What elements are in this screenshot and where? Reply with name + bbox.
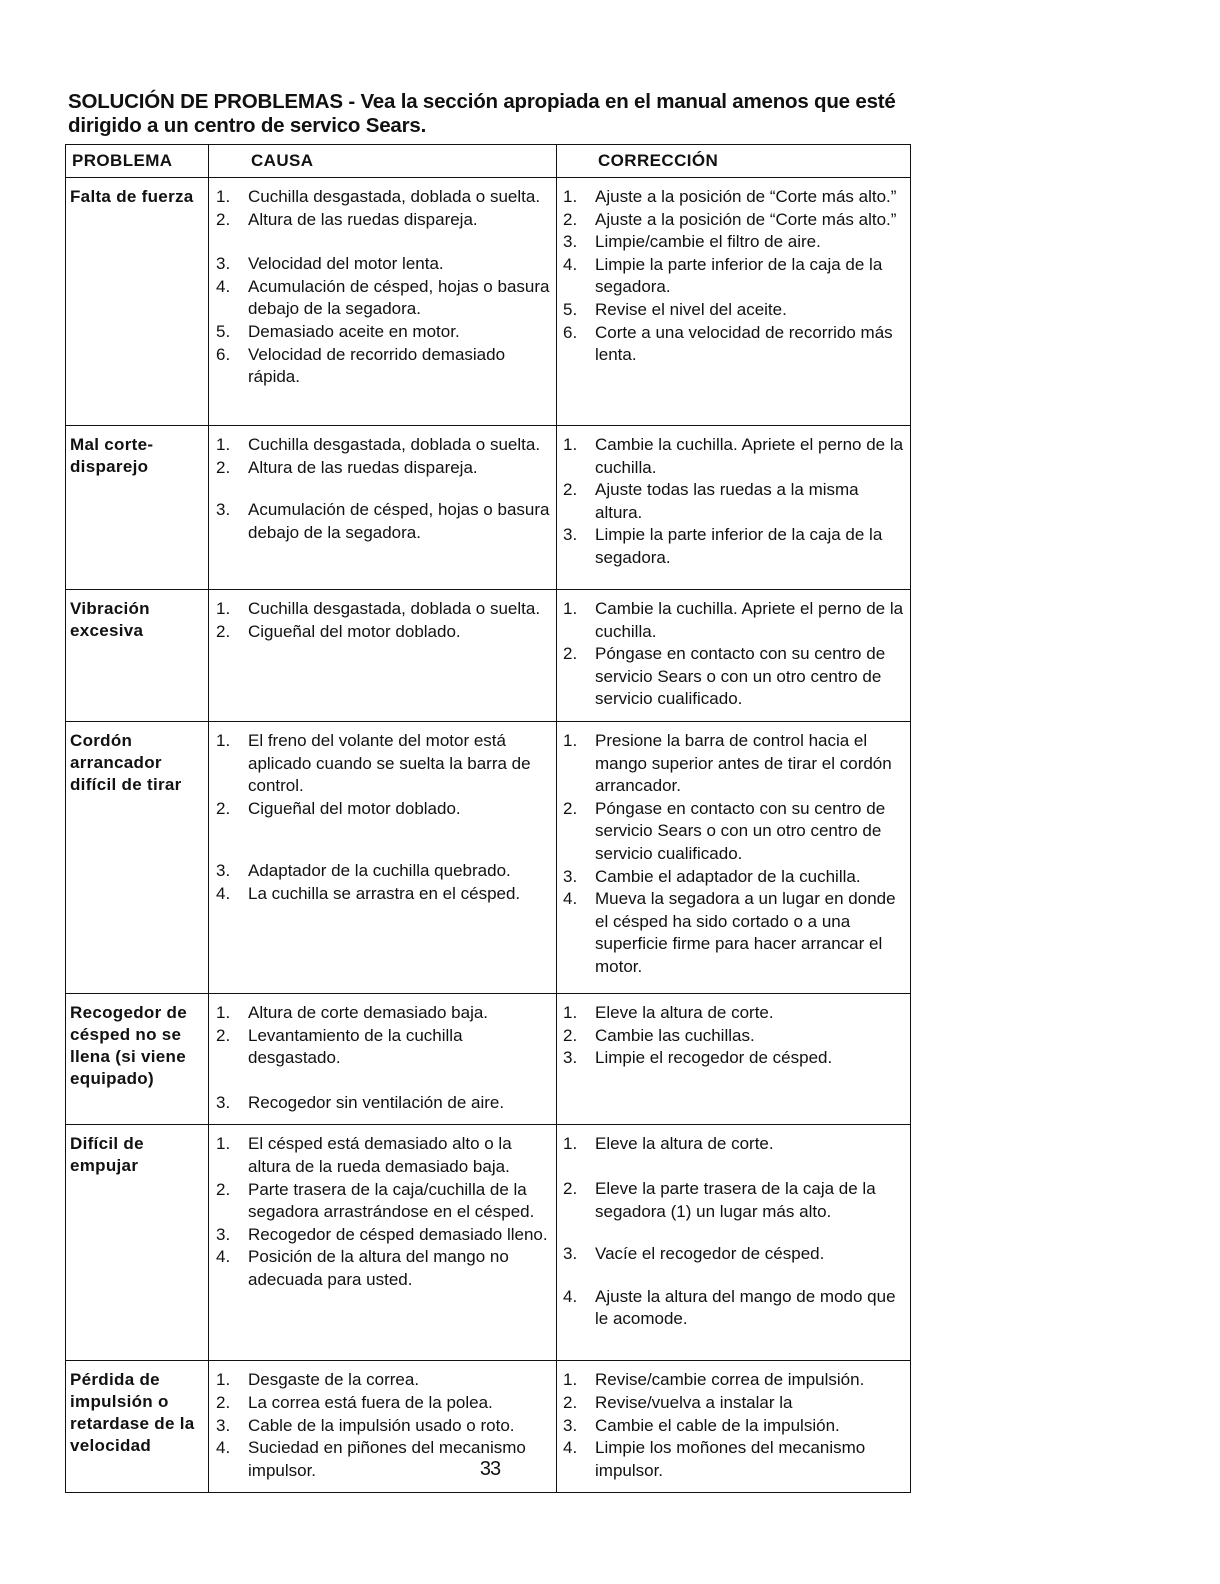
item-text: Ajuste a la posición de “Corte más alto.” [595, 187, 897, 206]
cause-cell [209, 590, 557, 722]
page-title: SOLUCIÓN DE PROBLEMAS - Vea la sección apropiada en el manual amenos que esté dirigido a un centro de servico Sears. [68, 90, 896, 137]
item-text: Revise/vuelva a instalar la [595, 1392, 793, 1412]
list-item [563, 1286, 906, 1331]
list-item [216, 457, 552, 480]
list-item [563, 209, 906, 232]
item-text: La cuchilla se arrastra en el césped. [248, 883, 521, 903]
item-text: Corte a una velocidad de recorrido más lenta. [595, 322, 893, 365]
item-text: La correa está fuera de la polea. [248, 1392, 493, 1412]
item-text: Velocidad de recorrido demasiado rápida. [248, 344, 506, 387]
item-text: El césped está demasiado alto o la altura de la rueda demasiado baja. [248, 1134, 512, 1176]
item-number: 3. [216, 1415, 231, 1435]
item-text: Recogedor de césped demasiado lleno. [248, 1224, 548, 1244]
item-number: 1. [216, 599, 231, 618]
item-text: El freno del volante del motor está aplicado cuando se suelta la barra de control. [248, 731, 531, 796]
list-item [563, 643, 906, 711]
item-number: 3. [216, 1224, 231, 1244]
list-item [563, 798, 906, 866]
correccion-list [563, 1002, 906, 1070]
list-item [216, 1002, 552, 1025]
item-text: Ajuste todas las ruedas a la misma altura. [595, 480, 859, 522]
item-number: 1. [563, 599, 578, 618]
list-item [216, 798, 552, 821]
item-text: Acumulación de césped, hojas o basura debajo de la segadora. [248, 500, 550, 542]
table-row [66, 1125, 911, 1361]
item-text: Limpie la parte inferior de la caja de la segadora. [595, 525, 883, 567]
correction-cell [557, 1125, 911, 1361]
list-item [216, 883, 552, 906]
item-number: 2. [563, 209, 578, 229]
item-text: Recogedor sin ventilación de aire. [248, 1092, 505, 1112]
item-number: 1. [216, 1370, 231, 1390]
list-item [216, 621, 552, 644]
item-text: Limpie/cambie el filtro de aire. [595, 232, 821, 252]
item-number: 1. [216, 187, 231, 206]
causa-list [216, 598, 552, 643]
list-item [216, 730, 552, 798]
item-number: 2. [216, 209, 231, 229]
item-number: 1. [563, 731, 578, 750]
item-number: 4. [563, 1438, 578, 1458]
item-text: Cuchilla desgastada, doblada o suelta. [248, 435, 541, 454]
list-item [563, 1437, 906, 1482]
item-text: Limpie el recogedor de césped. [595, 1048, 833, 1068]
causa-list [216, 1002, 552, 1114]
item-text: Ajuste la altura del mango de modo que le acomode. [595, 1286, 896, 1329]
list-item [216, 1415, 552, 1438]
list-item [563, 254, 906, 299]
item-number: 2. [216, 1392, 231, 1412]
list-item [563, 1392, 906, 1415]
item-number: 3. [563, 1244, 578, 1264]
list-item [216, 1179, 552, 1224]
list-item [563, 231, 906, 254]
item-text: Parte trasera de la caja/cuchilla de la segadora arrastrándose en el césped. [248, 1179, 535, 1222]
item-number: 5. [563, 299, 578, 319]
item-text: Póngase en contacto con su centro de servicio Sears o con un otro centro de servicio cualificado. [595, 644, 886, 709]
item-number: 3. [563, 1415, 578, 1435]
item-text: Cambie las cuchillas. [595, 1025, 755, 1045]
list-item [216, 253, 552, 276]
header-correccion: CORRECCIÓN [557, 145, 911, 178]
item-number: 1. [216, 435, 231, 454]
problem-cell: Falta de fuerza [66, 178, 209, 426]
list-item [216, 434, 552, 457]
item-number: 2. [216, 1179, 231, 1199]
item-text: Cuchilla desgastada, doblada o suelta. [248, 187, 541, 206]
item-text: Cigueñal del motor doblado. [248, 621, 461, 641]
list-item [216, 1369, 552, 1392]
correccion-list [563, 434, 906, 570]
cause-cell [209, 994, 557, 1125]
item-number: 2. [563, 644, 578, 664]
item-number: 4. [563, 1286, 578, 1306]
list-item [216, 1224, 552, 1247]
list-item [563, 1415, 906, 1438]
item-number: 2. [563, 798, 578, 818]
problem-cell: Pérdida de impulsión o retardase de la velocidad [66, 1361, 209, 1493]
item-number: 4. [563, 889, 578, 909]
item-number: 4. [216, 1438, 231, 1458]
item-text: Adaptador de la cuchilla quebrado. [248, 861, 511, 881]
item-text: Eleve la parte trasera de la caja de la segadora (1) un lugar más alto. [595, 1178, 876, 1221]
item-number: 3. [563, 525, 578, 545]
correction-cell [557, 1361, 911, 1493]
item-text: Ajuste a la posición de “Corte más alto.” [595, 209, 897, 229]
item-text: Cigueñal del motor doblado. [248, 798, 461, 818]
item-number: 2. [216, 621, 231, 641]
list-item [563, 186, 906, 209]
causa-list [216, 1133, 552, 1291]
correccion-list [563, 186, 906, 367]
item-number: 4. [563, 254, 578, 274]
causa-list [216, 186, 552, 389]
correccion-list [563, 1133, 906, 1331]
table-row [66, 178, 911, 426]
header-causa: CAUSA [209, 145, 557, 178]
item-number: 1. [216, 1134, 231, 1154]
table-row [66, 590, 911, 722]
list-item [563, 299, 906, 322]
item-number: 1. [563, 1134, 578, 1154]
item-text: Altura de corte demasiado baja. [248, 1003, 489, 1022]
item-text: Cable de la impulsión usado o roto. [248, 1415, 515, 1435]
item-number: 3. [216, 861, 231, 881]
item-text: Cambie el adaptador de la cuchilla. [595, 866, 861, 886]
troubleshooting-table [65, 144, 911, 1493]
item-text: Levantamiento de la cuchilla desgastado. [248, 1025, 463, 1068]
item-number: 3. [216, 254, 231, 274]
item-number: 2. [563, 1178, 578, 1198]
correccion-list [563, 598, 906, 711]
item-number: 1. [563, 187, 578, 206]
item-text: Suciedad en piñones del mecanismo impulsor. [248, 1438, 526, 1480]
list-item [216, 321, 552, 344]
list-item [216, 276, 552, 321]
item-number: 2. [563, 480, 578, 500]
item-text: Altura de las ruedas dispareja. [248, 209, 478, 229]
list-item [216, 499, 552, 544]
problem-cell: Vibración excesiva [66, 590, 209, 722]
item-number: 3. [563, 232, 578, 252]
item-number: 6. [216, 344, 231, 364]
list-item [563, 1133, 906, 1156]
list-item [216, 860, 552, 883]
item-text: Altura de las ruedas dispareja. [248, 457, 478, 477]
item-text: Demasiado aceite en motor. [248, 321, 460, 341]
correccion-list [563, 1369, 906, 1482]
item-number: 1. [216, 731, 231, 750]
table-header-row [66, 145, 911, 178]
item-text: Vacíe el recogedor de césped. [595, 1244, 825, 1264]
item-number: 2. [216, 457, 231, 477]
item-text: Eleve la altura de corte. [595, 1134, 774, 1154]
item-text: Cambie el cable de la impulsión. [595, 1415, 840, 1435]
causa-list [216, 730, 552, 906]
correction-cell [557, 590, 911, 722]
problem-cell: Difícil de empujar [66, 1125, 209, 1361]
item-text: Limpie la parte inferior de la caja de la segadora. [595, 254, 883, 297]
item-text: Posición de la altura del mango no adecuada para usted. [248, 1247, 509, 1289]
list-item [563, 866, 906, 889]
cause-cell [209, 178, 557, 426]
item-number: 5. [216, 321, 231, 341]
item-text: Póngase en contacto con su centro de servicio Sears o con un otro centro de servicio cualificado. [595, 798, 886, 863]
list-item [216, 186, 552, 209]
problem-cell: Recogedor de césped no se llena (si viene equipado) [66, 994, 209, 1125]
item-number: 1. [563, 435, 578, 454]
table-row [66, 426, 911, 590]
item-number: 2. [563, 1392, 578, 1412]
table-row [66, 722, 911, 994]
item-text: Desgaste de la correa. [248, 1370, 420, 1390]
item-number: 2. [563, 1025, 578, 1045]
item-text: Revise el nivel del aceite. [595, 299, 787, 319]
correction-cell [557, 178, 911, 426]
cause-cell [209, 722, 557, 994]
item-text: Cuchilla desgastada, doblada o suelta. [248, 599, 541, 618]
list-item [563, 524, 906, 569]
list-item [216, 209, 552, 232]
list-item [216, 344, 552, 389]
correction-cell [557, 722, 911, 994]
item-number: 4. [216, 1247, 231, 1267]
item-number: 1. [563, 1003, 578, 1022]
list-item [563, 1002, 906, 1025]
item-number: 4. [216, 276, 231, 296]
item-text: Acumulación de césped, hojas o basura debajo de la segadora. [248, 276, 550, 319]
item-number: 1. [563, 1370, 578, 1390]
list-item [563, 1369, 906, 1392]
item-text: Mueva la segadora a un lugar en donde el césped ha sido cortado o a una superficie firme para hacer arrancar el motor. [595, 889, 896, 976]
problem-cell: Cordón arrancador difícil de tirar [66, 722, 209, 994]
item-text: Cambie la cuchilla. Apriete el perno de la cuchilla. [595, 435, 904, 477]
correction-cell [557, 426, 911, 590]
item-text: Cambie la cuchilla. Apriete el perno de la cuchilla. [595, 599, 904, 641]
list-item [563, 1047, 906, 1070]
item-text: Limpie los moñones del mecanismo impulsor. [595, 1438, 866, 1480]
list-item [216, 598, 552, 621]
list-item [216, 1246, 552, 1291]
list-item [216, 1025, 552, 1070]
cause-cell [209, 426, 557, 590]
header-problema: PROBLEMA [66, 145, 209, 178]
list-item [563, 322, 906, 367]
page-number: 33 [479, 1458, 501, 1480]
list-item [563, 479, 906, 524]
list-item [563, 730, 906, 798]
correction-cell [557, 994, 911, 1125]
item-number: 3. [216, 1092, 231, 1112]
item-text: Revise/cambie correa de impulsión. [595, 1370, 865, 1390]
list-item [216, 1092, 552, 1115]
list-item [563, 1025, 906, 1048]
item-number: 3. [563, 866, 578, 886]
item-text: Velocidad del motor lenta. [248, 254, 444, 274]
list-item [563, 434, 906, 479]
correccion-list [563, 730, 906, 979]
item-number: 3. [216, 500, 231, 520]
list-item [216, 1133, 552, 1178]
item-number: 4. [216, 883, 231, 903]
list-item [563, 1178, 906, 1223]
item-number: 6. [563, 322, 578, 342]
list-item [563, 598, 906, 643]
table-row [66, 994, 911, 1125]
item-text: Eleve la altura de corte. [595, 1003, 774, 1022]
item-number: 1. [216, 1003, 231, 1022]
item-number: 3. [563, 1048, 578, 1068]
list-item [216, 1392, 552, 1415]
item-text: Presione la barra de control hacia el mango superior antes de tirar el cordón arrancador. [595, 731, 892, 796]
list-item [563, 1243, 906, 1266]
list-item [563, 888, 906, 978]
problem-cell: Mal corte- disparejo [66, 426, 209, 590]
causa-list [216, 434, 552, 544]
cause-cell [209, 1125, 557, 1361]
item-number: 2. [216, 798, 231, 818]
item-number: 2. [216, 1025, 231, 1045]
